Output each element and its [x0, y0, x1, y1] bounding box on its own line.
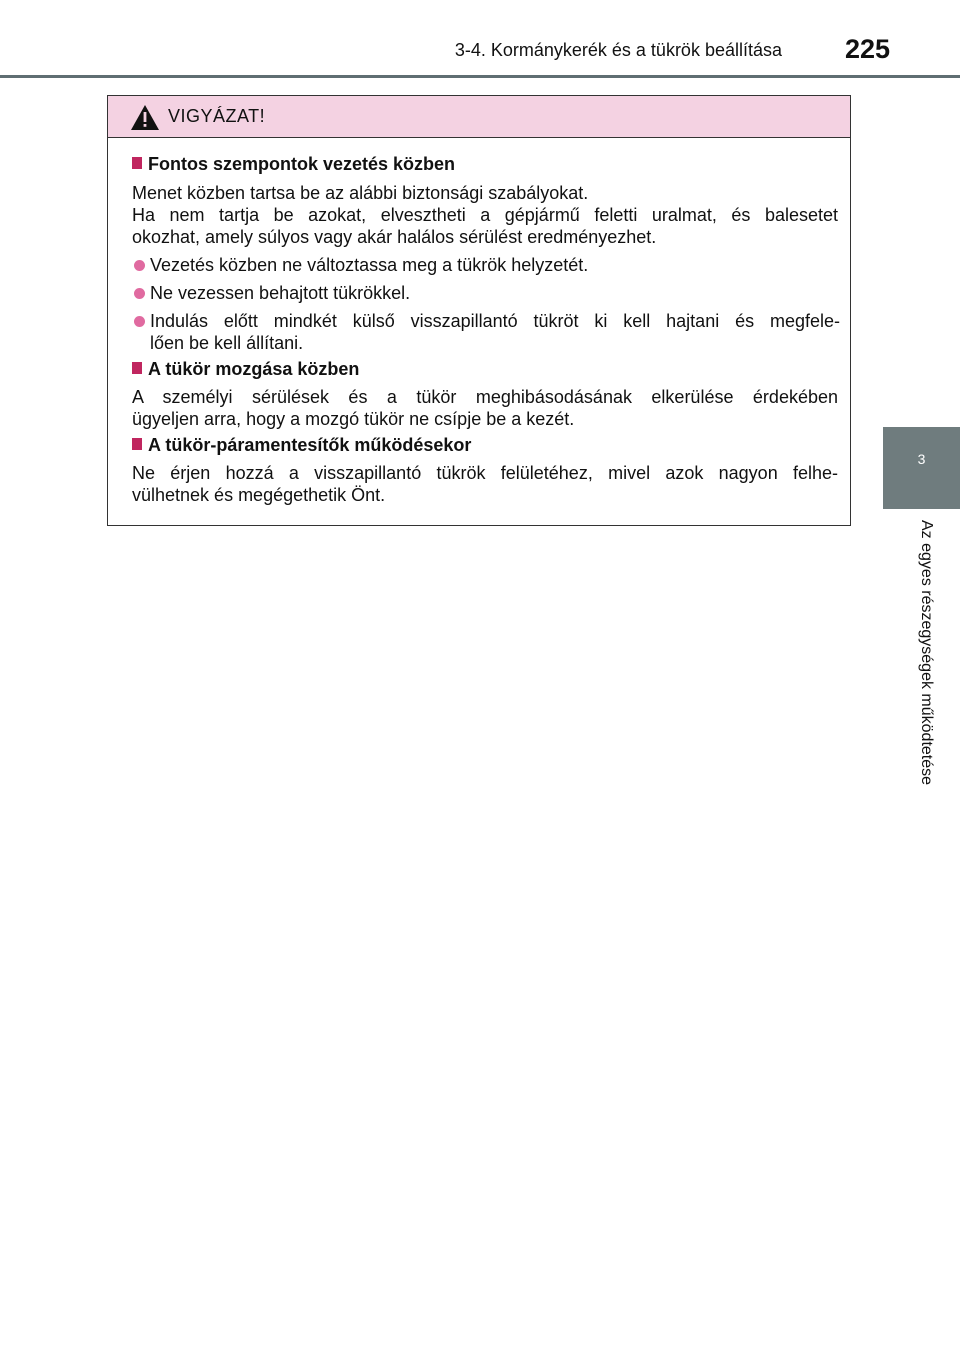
body-text: A személyi sérülések és a tükör meghibásodásának elkerülése érdekében: [132, 387, 838, 407]
body-text: ügyeljen arra, hogy a mozgó tükör ne csípje be a kezét.: [132, 409, 575, 429]
body-text: Ha nem tartja be azokat, elvesztheti a gépjármű feletti uralmat, és balesetet: [132, 205, 838, 225]
header-divider: [0, 75, 960, 78]
bullet-text: Vezetés közben ne változtassa meg a tükrök helyzetét.: [150, 255, 589, 275]
section-heading: A tükör-páramentesítők működésekor: [132, 435, 471, 456]
bullet-text: Ne vezessen behajtott tükrökkel.: [150, 283, 411, 303]
section-heading: A tükör mozgása közben: [132, 359, 359, 380]
bullet-text: Indulás előtt mindkét külső visszapillantó tükröt ki kell hajtani és megfele-: [150, 311, 840, 331]
warning-box: [107, 95, 851, 526]
section-title: 3-4. Kormánykerék és a tükrök beállítása: [454, 40, 782, 60]
warning-triangle-icon: [130, 104, 160, 131]
round-bullet-icon: [134, 316, 145, 327]
chapter-number: 3: [917, 451, 926, 467]
square-bullet-icon: [132, 438, 142, 450]
body-text: Menet közben tartsa be az alábbi biztonsági szabályokat.: [132, 183, 589, 203]
square-bullet-icon: [132, 157, 142, 169]
body-text: vülhetnek és megégethetik Önt.: [132, 485, 386, 505]
round-bullet-icon: [134, 260, 145, 271]
square-bullet-icon: [132, 362, 142, 374]
body-text: Ne érjen hozzá a visszapillantó tükrök felületéhez, mivel azok nagyon felhe-: [132, 463, 838, 483]
bullet-text: lően be kell állítani.: [150, 333, 304, 353]
page-number: 225: [844, 34, 890, 64]
round-bullet-icon: [134, 288, 145, 299]
warning-header: [108, 96, 850, 138]
chapter-title: Az egyes részegységek működtetése: [918, 520, 935, 786]
body-text: okozhat, amely súlyos vagy akár halálos sérülést eredményezhet.: [132, 227, 657, 247]
section-heading: Fontos szempontok vezetés közben: [132, 154, 455, 175]
chapter-tab: [883, 427, 960, 509]
warning-label: VIGYÁZAT!: [168, 106, 266, 126]
